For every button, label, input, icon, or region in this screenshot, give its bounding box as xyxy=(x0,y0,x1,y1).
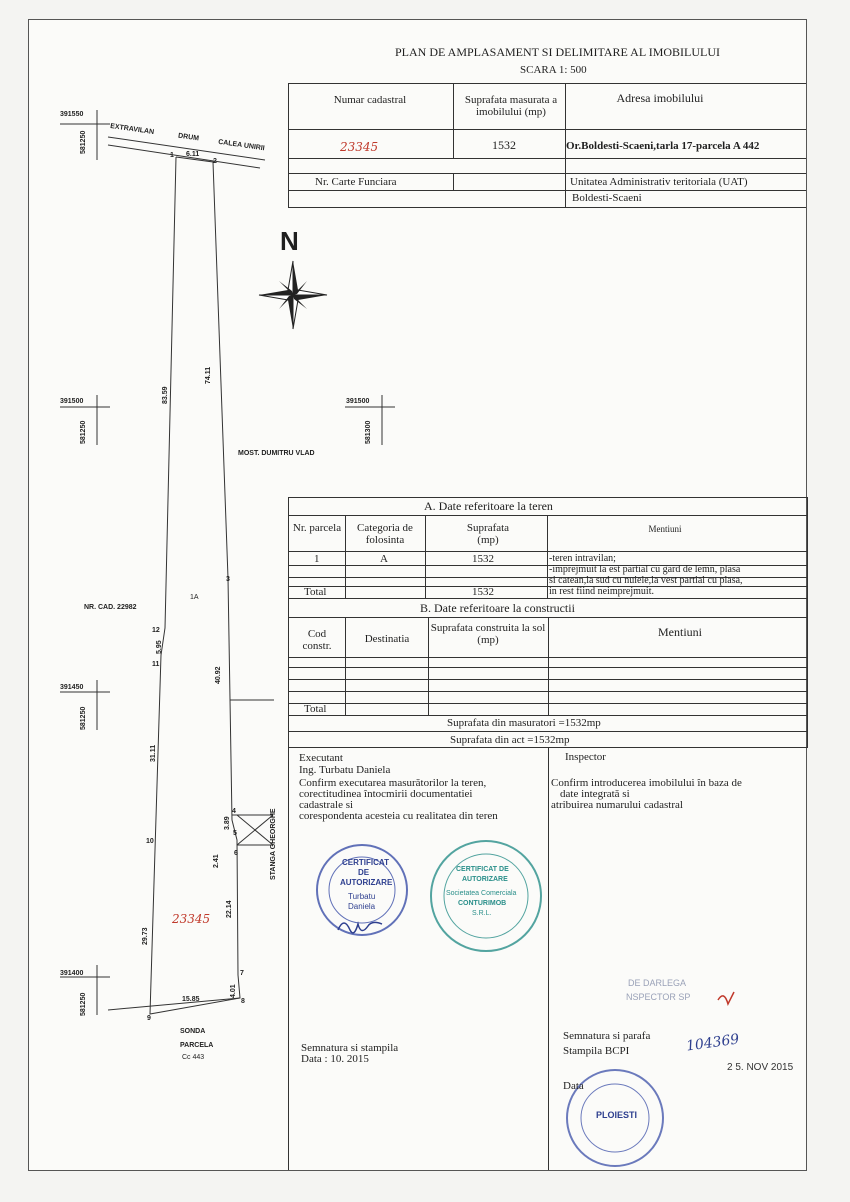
point-1: 1 xyxy=(170,152,174,159)
executant-text-1: Confirm executarea masurătorilor la teren, xyxy=(299,777,487,789)
executant-sign-label: Semnatura si stampila xyxy=(301,1042,399,1054)
road-label-drum: DRUM xyxy=(177,132,200,143)
area-act: Suprafata din act =1532mp xyxy=(450,734,570,746)
north-label: N xyxy=(280,226,299,256)
section-a-row-supr: 1532 xyxy=(472,553,494,565)
stamp2-text-a: CERTIFICAT DE xyxy=(456,866,509,873)
header-col-suprafata: Suprafata masurata a imobilului (mp) xyxy=(464,94,558,118)
inspector-text-2: date integrată si xyxy=(560,788,630,800)
south-line xyxy=(108,998,240,1010)
handwritten-nr-cadastral: 23345 xyxy=(340,140,379,154)
compass-rose-icon xyxy=(259,261,327,329)
faded-stamp-2: NSPECTOR SP xyxy=(626,992,691,1002)
section-a-mentiuni-4: in rest fiind neimprejmuit. xyxy=(549,586,654,597)
inspector-sign-label: Semnatura si parafa xyxy=(563,1030,651,1042)
distance-1-12: 83.59 xyxy=(162,386,169,404)
inspector-stamp-label: Stampila BCPI xyxy=(563,1045,630,1057)
page-title: PLAN DE AMPLASAMENT SI DELIMITARE AL IMOBILULUI xyxy=(395,45,721,59)
point-2: 2 xyxy=(213,158,217,165)
section-a-row-nr: 1 xyxy=(314,553,320,565)
inspector-signature xyxy=(718,992,734,1004)
uat-label: Unitatea Administrativ teritoriala (UAT) xyxy=(570,176,748,188)
header-col-adresa: Adresa imobilului xyxy=(616,91,704,105)
parcel-boundary xyxy=(150,157,240,1014)
section-b-total-label: Total xyxy=(304,703,327,715)
section-a-mentiuni-2: -imprejmuit la est partial cu gard de lemn, plasa xyxy=(549,564,741,575)
stamp2-text-c: Societatea Comerciala xyxy=(446,890,517,897)
executant-name: Ing. Turbatu Daniela xyxy=(299,764,391,776)
section-a-total-label: Total xyxy=(304,586,327,598)
point-10: 10 xyxy=(146,838,154,845)
inspector-title: Inspector xyxy=(565,751,606,763)
distance-1-2: 6.11 xyxy=(186,151,200,158)
distance-3-4: 40.92 xyxy=(215,666,222,684)
executant-title: Executant xyxy=(299,752,343,764)
distance-5-6: 2.41 xyxy=(213,854,220,868)
stamp1-text-c: AUTORIZARE xyxy=(340,878,393,887)
coord-y-1: 391550 xyxy=(60,111,84,118)
neighbor-stanga: STANGA GHEORGHE xyxy=(270,808,277,880)
section-b-col-cod: Cod constr. xyxy=(302,628,332,652)
point-3: 3 xyxy=(226,576,230,583)
section-a-col-suprafata: Suprafata (mp) xyxy=(466,522,510,546)
coord-y-5: 391400 xyxy=(60,970,84,977)
distance-8-9: 15.85 xyxy=(182,996,200,1003)
faded-stamp-1: DE DARLEGA xyxy=(628,978,687,988)
neighbor-east: MOST. DUMITRU VLAD xyxy=(238,450,315,457)
header-col-nr-cadastral: Numar cadastral xyxy=(333,94,407,106)
point-12: 12 xyxy=(152,627,160,634)
coord-y-4: 391450 xyxy=(60,684,84,691)
section-a-mentiuni-3: si catean,la sud cu nuiele,la vest partial cu plasa, xyxy=(549,575,743,586)
section-a-row-cat: A xyxy=(380,553,388,565)
coord-y-2: 391500 xyxy=(60,398,84,405)
uat-value: Boldesti-Scaeni xyxy=(572,192,642,204)
point-5: 5 xyxy=(233,830,237,837)
adresa-value: Or.Boldesti-Scaeni,tarla 17-parcela A 442 xyxy=(566,140,760,152)
distance-10-11: 31.11 xyxy=(150,744,157,762)
section-a-col-categoria: Categoria de folosinta xyxy=(357,522,413,546)
point-4: 4 xyxy=(232,808,236,815)
executant-text-3: cadastrale si xyxy=(299,799,354,811)
neighbor-south-1: SONDA xyxy=(180,1028,206,1035)
neighbor-south-2: PARCELA xyxy=(180,1042,214,1049)
inspector-date-stamp: 2 5. NOV 2015 xyxy=(727,1062,794,1073)
stamp1-text-a: CERTIFICAT xyxy=(342,858,389,867)
coord-x-1: 581250 xyxy=(80,130,87,154)
inspector-text-3: atribuirea numarului cadastral xyxy=(551,799,683,811)
point-11: 11 xyxy=(152,661,160,668)
parcel-label: 1A xyxy=(190,594,199,601)
neighbor-south-3: Cc 443 xyxy=(182,1054,205,1061)
distance-9-10: 29.73 xyxy=(142,927,149,945)
coord-y-3: 391500 xyxy=(346,398,370,405)
carte-funciara-label: Nr. Carte Funciara xyxy=(315,176,397,188)
coord-x-3: 581300 xyxy=(365,420,372,444)
scale-label: SCARA 1: 500 xyxy=(520,64,587,76)
neighbor-west: NR. CAD. 22982 xyxy=(84,604,137,611)
distance-7-8: 4.01 xyxy=(230,984,237,998)
stamp1-text-e: Daniela xyxy=(348,902,376,911)
stamp1-text-b: DE xyxy=(358,868,370,877)
stamp1-text-d: Turbatu xyxy=(348,892,376,901)
section-a-title: A. Date referitoare la teren xyxy=(424,499,553,513)
stamp2-text-b: AUTORIZARE xyxy=(462,876,508,883)
executant-text-4: corespondenta acesteia cu realitatea din teren xyxy=(299,810,498,822)
section-a-col-nr: Nr. parcela xyxy=(292,522,342,534)
area-masuratori: Suprafata din masuratori =1532mp xyxy=(447,717,601,729)
section-a-total-value: 1532 xyxy=(472,586,494,598)
point-9: 9 xyxy=(147,1015,151,1022)
inspector-text-1: Confirm introducerea imobilului în baza de xyxy=(551,777,742,789)
coord-x-2: 581250 xyxy=(80,420,87,444)
stamp2-text-d: CONTURIMOB xyxy=(458,900,507,907)
suprafata-value: 1532 xyxy=(492,138,516,152)
coord-x-5: 581250 xyxy=(80,992,87,1016)
distance-6-7: 22.14 xyxy=(226,900,233,918)
executant-date: Data : 10. 2015 xyxy=(301,1053,369,1065)
point-8: 8 xyxy=(241,998,245,1005)
section-a-col-mentiuni: Mentiuni xyxy=(648,524,682,534)
section-b-title: B. Date referitoare la constructii xyxy=(420,601,575,615)
coord-x-4: 581250 xyxy=(80,706,87,730)
distance-4-5: 3.89 xyxy=(224,816,231,830)
bcpi-stamp-city: PLOIESTI xyxy=(596,1110,638,1120)
section-a-mentiuni-1: -teren intravilan; xyxy=(549,553,616,564)
section-b-col-destinatia: Destinatia xyxy=(364,633,410,645)
road-label-calea: CALEA UNIRII xyxy=(217,138,266,153)
road-label-extravilan: EXTRAVILAN xyxy=(109,122,155,137)
map-ink-number: 23345 xyxy=(172,912,211,926)
section-b-col-suprafata: Suprafata construita la sol (mp) xyxy=(430,622,546,646)
stamp2-text-e: S.R.L. xyxy=(472,910,492,917)
inspector-handwritten-number: 104369 xyxy=(685,1031,741,1055)
distance-11-12: 5.95 xyxy=(156,640,163,654)
section-b-col-mentiuni: Mentiuni xyxy=(658,625,702,639)
distance-2-3: 74.11 xyxy=(205,366,212,384)
point-6: 6 xyxy=(234,850,238,857)
executant-text-2: corectitudinea întocmirii documentatiei xyxy=(299,788,473,800)
point-7: 7 xyxy=(240,970,244,977)
inspector-data-label: Data xyxy=(563,1080,584,1092)
